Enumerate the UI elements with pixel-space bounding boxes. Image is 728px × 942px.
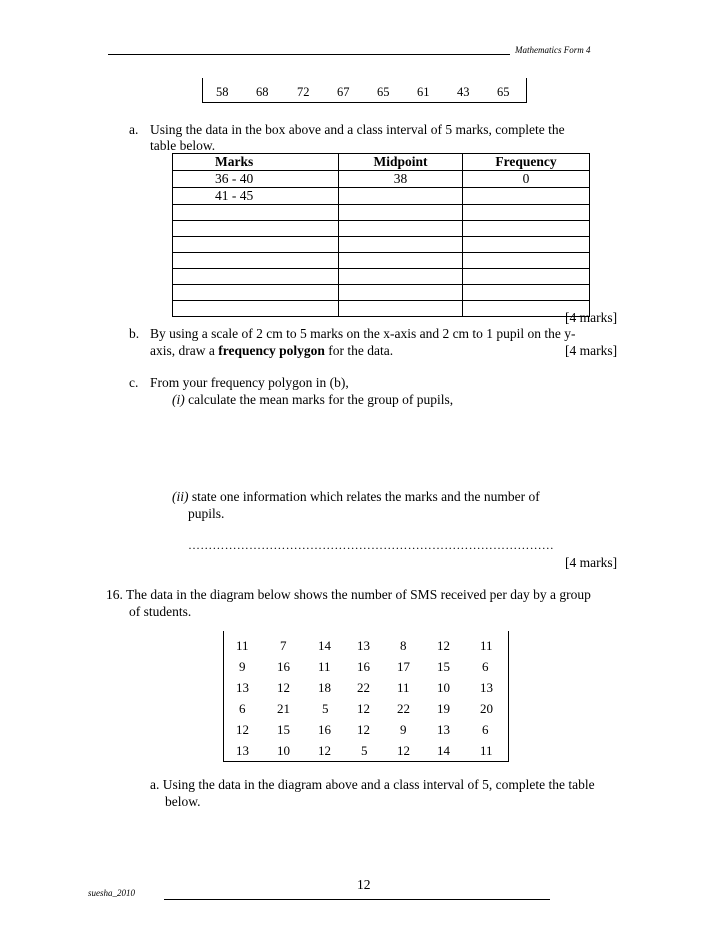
answer-dotted-line: ……………………………………………………………………………… <box>188 538 554 552</box>
sms-value: 6 <box>482 722 489 737</box>
sms-value: 16 <box>277 659 290 674</box>
sms-value: 21 <box>277 701 290 716</box>
midpoint-cell: 38 <box>339 171 463 188</box>
sms-value: 12 <box>277 680 290 695</box>
sms-value: 9 <box>239 659 246 674</box>
table-row <box>173 237 590 253</box>
sms-value: 12 <box>437 638 450 653</box>
sms-value: 14 <box>437 743 450 758</box>
header-title: Mathematics Form 4 <box>515 45 591 55</box>
sms-value: 15 <box>437 659 450 674</box>
table-row <box>173 301 590 317</box>
sms-value: 17 <box>397 659 410 674</box>
q15a-text-line1: Using the data in the box above and a class interval of 5 marks, complete the <box>150 122 565 137</box>
sms-value: 15 <box>277 722 290 737</box>
sms-value: 5 <box>322 701 329 716</box>
sms-value: 20 <box>480 701 493 716</box>
table-row <box>173 221 590 237</box>
q15c-ii-line2: pupils. <box>188 506 225 521</box>
q15c-i-label: (i) <box>172 392 185 407</box>
marks-data-box <box>202 78 527 103</box>
sms-value: 5 <box>361 743 368 758</box>
sms-value: 11 <box>397 680 410 695</box>
table-header-row <box>173 154 590 171</box>
sms-value: 13 <box>236 743 249 758</box>
frequency-cell <box>463 188 590 205</box>
sms-value: 10 <box>277 743 290 758</box>
q15c-label: c. <box>129 375 139 390</box>
q15b-label: b. <box>129 326 140 341</box>
sms-value: 12 <box>357 701 370 716</box>
midpoint-cell <box>339 188 463 205</box>
sms-value: 7 <box>280 638 287 653</box>
table-row <box>173 171 590 188</box>
sms-value: 6 <box>482 659 489 674</box>
sms-data-box <box>223 631 509 762</box>
q15a-label: a. <box>129 122 139 137</box>
sms-value: 12 <box>236 722 249 737</box>
marks-cell: 36 - 40 <box>173 171 339 188</box>
sms-value: 10 <box>437 680 450 695</box>
q16a-text-line2: below. <box>165 794 201 809</box>
table-row <box>173 269 590 285</box>
sms-value: 22 <box>357 680 370 695</box>
page-number: 12 <box>357 877 371 892</box>
q15b-marks: [4 marks] <box>565 343 618 358</box>
sms-value: 11 <box>480 743 493 758</box>
sms-value: 19 <box>437 701 450 716</box>
sms-value: 9 <box>400 722 407 737</box>
footer-rule <box>164 899 550 900</box>
frequency-header: Frequency <box>463 154 590 171</box>
q15c-i: (i) calculate the mean marks for the group of pupils, <box>172 392 454 407</box>
table-row <box>173 253 590 269</box>
sms-value: 12 <box>397 743 410 758</box>
q15b-bold-term: frequency polygon <box>218 343 325 358</box>
q15b-text-line2: axis, draw a frequency polygon for the data. <box>150 343 394 358</box>
sms-value: 13 <box>357 638 370 653</box>
sms-value: 14 <box>318 638 331 653</box>
marks-value: 68 <box>256 85 269 99</box>
q15c-text: From your frequency polygon in (b), <box>150 375 349 390</box>
sms-value: 8 <box>400 638 407 653</box>
marks-value: 43 <box>457 85 470 99</box>
q15a-marks: [4 marks] <box>565 310 618 325</box>
marks-value: 72 <box>297 85 310 99</box>
sms-value: 13 <box>480 680 493 695</box>
table-row <box>173 188 590 205</box>
sms-value: 13 <box>236 680 249 695</box>
sms-value: 11 <box>236 638 249 653</box>
footer-text: suesha_2010 <box>88 888 135 898</box>
marks-value: 65 <box>497 85 510 99</box>
q15c-ii: (ii) state one information which relates the marks and the number of <box>172 489 540 504</box>
midpoint-header: Midpoint <box>339 154 463 171</box>
sms-value: 13 <box>437 722 450 737</box>
table-row <box>173 285 590 301</box>
frequency-table <box>172 153 590 317</box>
q15a-text-line2: table below. <box>150 138 216 153</box>
sms-value: 16 <box>357 659 370 674</box>
header-rule <box>108 54 510 55</box>
q16a-text-line1: a. Using the data in the diagram above and a class interval of 5, complete the table <box>150 777 595 792</box>
sms-value: 11 <box>318 659 331 674</box>
q16-text-line2: of students. <box>129 604 192 619</box>
sms-value: 11 <box>480 638 493 653</box>
marks-cell: 41 - 45 <box>173 188 339 205</box>
marks-value: 65 <box>377 85 390 99</box>
sms-value: 16 <box>318 722 331 737</box>
marks-value: 61 <box>417 85 430 99</box>
marks-value: 67 <box>337 85 350 99</box>
q16-text-line1: 16. The data in the diagram below shows the number of SMS received per day by a group <box>106 587 591 602</box>
frequency-cell: 0 <box>463 171 590 188</box>
sms-value: 22 <box>397 701 410 716</box>
table-row <box>173 205 590 221</box>
q15b-text-line1: By using a scale of 2 cm to 5 marks on the x-axis and 2 cm to 1 pupil on the y- <box>150 326 576 341</box>
marks-header: Marks <box>173 154 339 171</box>
marks-value: 58 <box>216 85 229 99</box>
q15c-ii-label: (ii) <box>172 489 189 504</box>
sms-value: 18 <box>318 680 331 695</box>
sms-value: 12 <box>357 722 370 737</box>
q15c-marks: [4 marks] <box>565 555 618 570</box>
sms-value: 6 <box>239 701 246 716</box>
sms-value: 12 <box>318 743 331 758</box>
